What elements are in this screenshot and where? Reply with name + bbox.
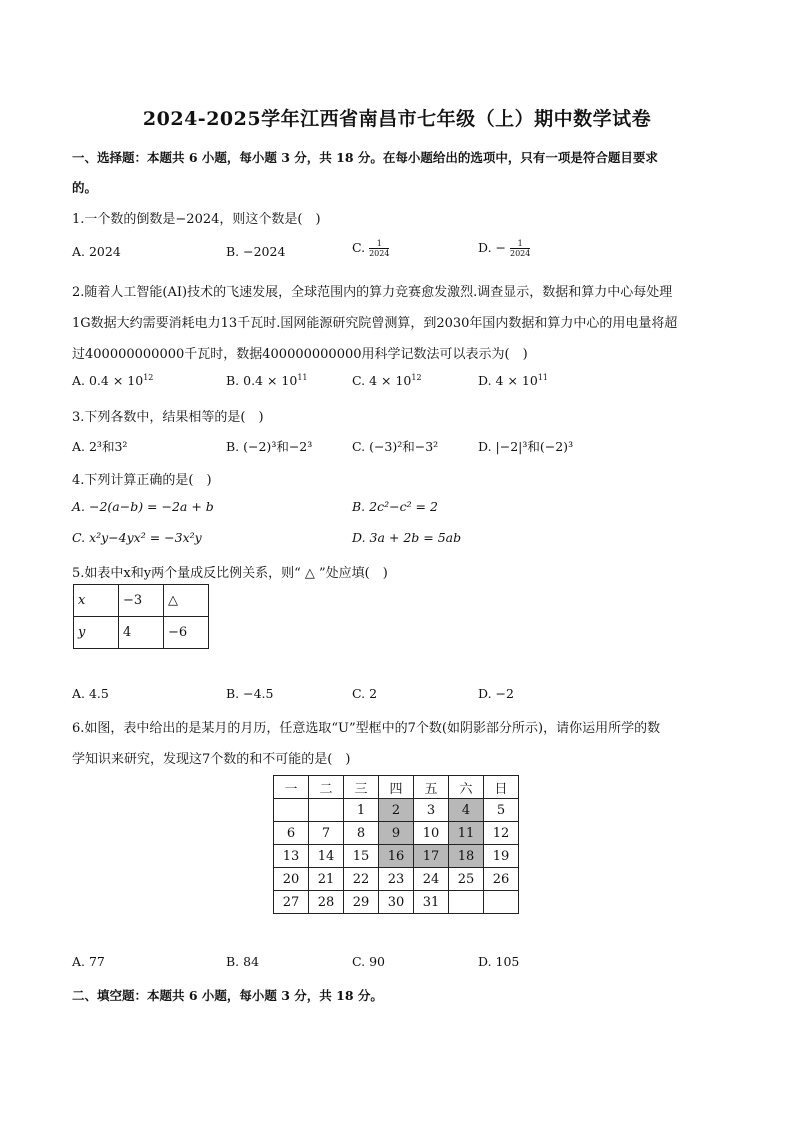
q6-option-c: C. 90 <box>352 954 385 969</box>
section-1-heading-line1: 一、选择题：本题共 6 小题，每小题 3 分，共 18 分。在每小题给出的选项中，只有一项是符合题目要求 <box>72 150 658 165</box>
calendar-header-row <box>274 776 519 799</box>
q1-option-d <box>478 239 530 258</box>
q3-option-d: D. |−2|³和(−2)³ <box>478 439 574 454</box>
q2-option-a <box>72 373 153 388</box>
calendar-day: 17 <box>414 845 449 868</box>
q3-option-a: A. 2³和3² <box>72 439 128 454</box>
q5-option-a: A. 4.5 <box>72 686 109 701</box>
q1-option-d-fraction <box>510 239 530 258</box>
q2-line2: 1G数据大约需要消耗电力13千瓦时.国网能源研究院曾测算，到2030年国内数据和算力中心的用电量将超 <box>72 316 678 331</box>
q4-option-c: C. x²y−4yx² = −3x²y <box>72 530 202 545</box>
calendar-weekday: 三 <box>344 776 379 799</box>
calendar-week-row <box>274 799 519 822</box>
calendar-weekday: 五 <box>414 776 449 799</box>
calendar-day: 1 <box>344 799 379 822</box>
section-1-heading-line2: 的。 <box>72 180 98 195</box>
q3-stem: 3.下列各数中，结果相等的是( ) <box>72 410 264 425</box>
q3-option-b: B. (−2)³和−2³ <box>226 439 313 454</box>
calendar-day: 27 <box>274 891 309 914</box>
calendar-day: 13 <box>274 845 309 868</box>
q5-stem: 5.如表中x和y两个量成反比例关系，则“ △ ”处应填( ) <box>72 566 388 581</box>
q4-stem: 4.下列计算正确的是( ) <box>72 473 212 488</box>
q2-d-exponent: 11 <box>537 373 548 382</box>
q5-cell: −3 <box>119 585 164 617</box>
q2-line3: 过400000000000千瓦时，数据400000000000用科学记数法可以表示为( ) <box>72 347 528 362</box>
calendar-weekday: 一 <box>274 776 309 799</box>
calendar-weekday: 六 <box>449 776 484 799</box>
calendar-day <box>274 799 309 822</box>
calendar-day: 15 <box>344 845 379 868</box>
q1-stem: 1.一个数的倒数是−2024，则这个数是( ) <box>72 212 321 227</box>
q5-option-b: B. −4.5 <box>226 686 274 701</box>
calendar-day: 23 <box>379 868 414 891</box>
calendar-day: 19 <box>484 845 519 868</box>
calendar-day: 8 <box>344 822 379 845</box>
calendar-week-row <box>274 845 519 868</box>
q2-option-c <box>352 373 422 388</box>
q6-line1: 6.如图，表中给出的是某月的月历，任意选取“U”型框中的7个数(如阴影部分所示)，请你运用所学的数 <box>72 721 661 736</box>
calendar-day <box>484 891 519 914</box>
q2-option-d <box>478 373 548 388</box>
q2-a-base: A. 0.4 × 10 <box>72 373 144 389</box>
calendar-week-row <box>274 868 519 891</box>
calendar-day: 12 <box>484 822 519 845</box>
q6-calendar <box>273 775 519 914</box>
calendar-day: 2 <box>379 799 414 822</box>
calendar-day: 31 <box>414 891 449 914</box>
calendar-day <box>309 799 344 822</box>
q1-option-c-label: C. <box>352 240 366 255</box>
q4-option-b: B. 2c²−c² = 2 <box>352 499 438 514</box>
q5-table-row-y <box>74 617 209 649</box>
q6-option-b: B. 84 <box>226 954 260 969</box>
calendar-day: 20 <box>274 868 309 891</box>
q2-c-base: C. 4 × 10 <box>352 373 412 389</box>
q4-option-d: D. 3a + 2b = 5ab <box>352 530 462 545</box>
q1-option-a: A. 2024 <box>72 244 121 259</box>
calendar-day: 28 <box>309 891 344 914</box>
q5-table <box>73 584 209 649</box>
q5-cell: 4 <box>119 617 164 649</box>
q2-d-base: D. 4 × 10 <box>478 373 538 389</box>
calendar-weekday: 四 <box>379 776 414 799</box>
calendar-day: 16 <box>379 845 414 868</box>
calendar-day: 18 <box>449 845 484 868</box>
calendar-day <box>449 891 484 914</box>
calendar-day: 29 <box>344 891 379 914</box>
q1-option-c <box>352 239 389 258</box>
q5-option-d: D. −2 <box>478 686 514 701</box>
q5-table-row-x <box>74 585 209 617</box>
calendar-week-row <box>274 891 519 914</box>
q1-c-numerator: 1 <box>369 239 389 249</box>
q1-option-c-fraction <box>369 239 389 258</box>
q5-cell: △ <box>164 585 209 617</box>
q5-cell: x <box>74 585 119 617</box>
calendar-day: 25 <box>449 868 484 891</box>
q2-b-base: B. 0.4 × 10 <box>226 373 298 389</box>
q2-a-exponent: 12 <box>143 373 154 382</box>
calendar-weekday: 二 <box>309 776 344 799</box>
calendar-day: 5 <box>484 799 519 822</box>
q3-option-c: C. (−3)²和−3² <box>352 439 439 454</box>
q1-c-denominator: 2024 <box>369 249 390 258</box>
calendar-weekday: 日 <box>484 776 519 799</box>
q5-option-c: C. 2 <box>352 686 378 701</box>
q1-d-denominator: 2024 <box>509 249 531 258</box>
calendar-day: 9 <box>379 822 414 845</box>
q1-d-numerator: 1 <box>510 239 530 249</box>
q4-option-a: A. −2(a−b) = −2a + b <box>72 499 214 514</box>
section-2-heading: 二、填空题：本题共 6 小题，每小题 3 分，共 18 分。 <box>72 988 383 1003</box>
calendar-day: 6 <box>274 822 309 845</box>
calendar-day: 4 <box>449 799 484 822</box>
q5-cell: y <box>74 617 119 649</box>
calendar-day: 26 <box>484 868 519 891</box>
q2-line1: 2.随着人工智能(AI)技术的飞速发展，全球范围内的算力竞赛愈发激烈.调查显示，数据和算力中心每处理 <box>72 285 673 300</box>
q6-line2: 学知识来研究，发现这7个数的和不可能的是( ) <box>72 752 351 767</box>
q1-option-b: B. −2024 <box>226 244 286 259</box>
q6-option-a: A. 77 <box>72 954 105 969</box>
calendar-day: 10 <box>414 822 449 845</box>
calendar-day: 30 <box>379 891 414 914</box>
calendar-day: 21 <box>309 868 344 891</box>
q2-b-exponent: 11 <box>297 373 308 382</box>
q2-option-b <box>226 373 308 388</box>
page-title: 2024-2025学年江西省南昌市七年级（上）期中数学试卷 <box>142 108 652 130</box>
calendar-day: 7 <box>309 822 344 845</box>
calendar-day: 24 <box>414 868 449 891</box>
calendar-day: 3 <box>414 799 449 822</box>
q6-option-d: D. 105 <box>478 954 520 969</box>
q1-option-d-label: D. − <box>478 240 506 255</box>
calendar-day: 14 <box>309 845 344 868</box>
calendar-week-row <box>274 822 519 845</box>
q5-cell: −6 <box>164 617 209 649</box>
q2-c-exponent: 12 <box>411 373 422 382</box>
calendar-day: 11 <box>449 822 484 845</box>
calendar-day: 22 <box>344 868 379 891</box>
